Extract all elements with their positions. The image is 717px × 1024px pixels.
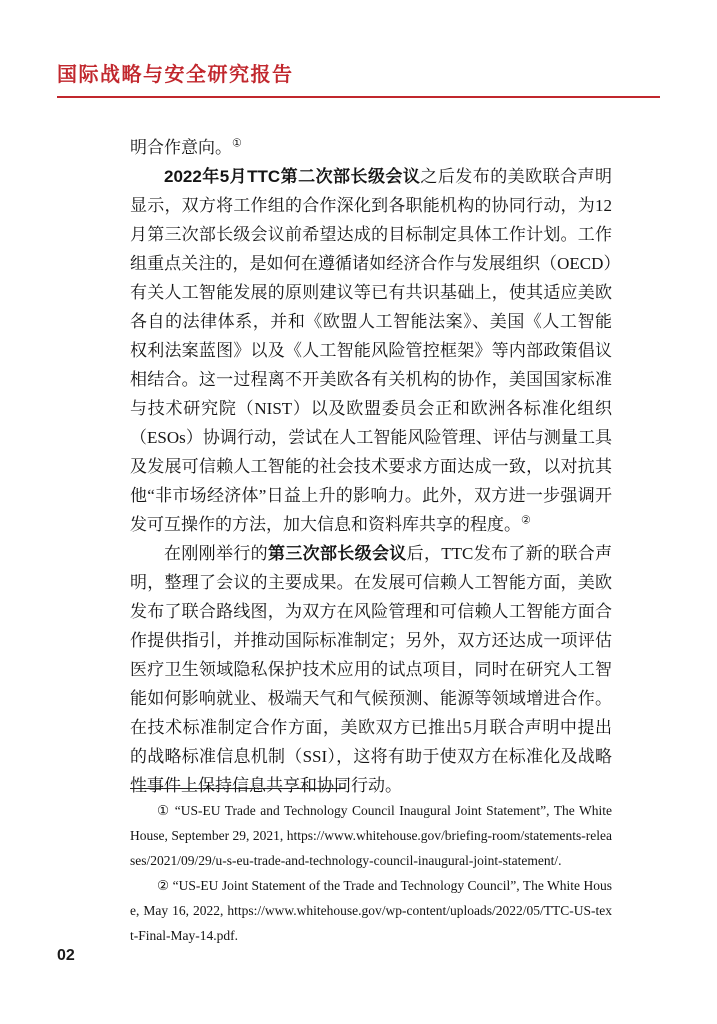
paragraph-second-ministerial (130, 162, 612, 539)
paragraph-third-ministerial (130, 539, 612, 800)
bold-run: 第三次部长级会议 (267, 544, 407, 563)
text-run: 明合作意向。 (130, 138, 232, 157)
footnote-area (130, 788, 612, 948)
bold-run: 2022年5月TTC第二次部长级会议 (164, 167, 421, 186)
paragraph-continuation (130, 133, 612, 162)
footnote-separator (130, 788, 345, 789)
text-run: 在刚刚举行的 (164, 544, 268, 563)
text-run: 之后发布的美欧联合声明显示，双方将工作组的合作深化到各职能机构的协同行动，为12月第三次部长级会议前希望达成的目标制定具体工作计划。工作组重点关注的，是如何在遵循诸如经济合作与发展组织（OECD）有关人工智能发展的原则建议等已有共识基础上，使其适应美欧各自的法律体系，并和《欧盟人工智能法案》、美国《人工智能权利法案蓝图》以及《人工智能风险管控框架》等内部政策倡议相结合。这一过程离不开美欧各有关机构的协作，美国国家标准与技术研究院（NIST）以及欧盟委员会正和欧洲各标准化组织（ESOs）协调行动，尝试在人工智能风险管理、评估与测量工具及发展可信赖人工智能的社会技术要求方面达成一致，以对抗其他“非市场经济体”日益上升的影响力。此外，双方进一步强调开发可互操作的方法，加大信息和资料库共享的程度。 (130, 167, 612, 534)
report-header (57, 60, 660, 106)
footnote-marker: ① (157, 803, 175, 818)
report-header-title: 国际战略与安全研究报告 (57, 64, 294, 86)
footnote-item: ① “US-EU Trade and Technology Council Inaugural Joint Statement”, The White House, September 29, 2021, https://www.whitehouse.gov/briefing-room/statements-releases/2021/09/29/u-s-eu-trade-and-technology-council-inaugural-joint-statement/. (130, 803, 612, 868)
page-number: 02 (57, 947, 75, 964)
footnote-list (130, 798, 612, 948)
header-rule (57, 96, 660, 98)
footnote-marker-sup: ① (232, 137, 242, 150)
body-text (130, 133, 612, 800)
footnote-marker: ② (157, 878, 173, 893)
text-run: 后，TTC发布了新的联合声明，整理了会议的主要成果。在发展可信赖人工智能方面，美欧发布了联合路线图，为双方在风险管理和可信赖人工智能方面合作提供指引，并推动国际标准制定；另外，双方还达成一项评估医疗卫生领域隐私保护技术应用的试点项目，同时在研究人工智能如何影响就业、极端天气和气候预测、能源等领域增进合作。在技术标准制定合作方面，美欧双方已推出5月联合声明中提出的战略标准信息机制（SSI），这将有助于使双方在标准化及战略性事件上保持信息共享和协同行动。 (130, 544, 613, 795)
footnote-item: ② “US-EU Joint Statement of the Trade and Technology Council”, The White House, May 16, 2022, https://www.whitehouse.gov/wp-content/uploads/2022/05/TTC-US-text-Final-May-14.pdf. (130, 878, 612, 943)
footnote-marker-sup: ② (521, 514, 531, 527)
